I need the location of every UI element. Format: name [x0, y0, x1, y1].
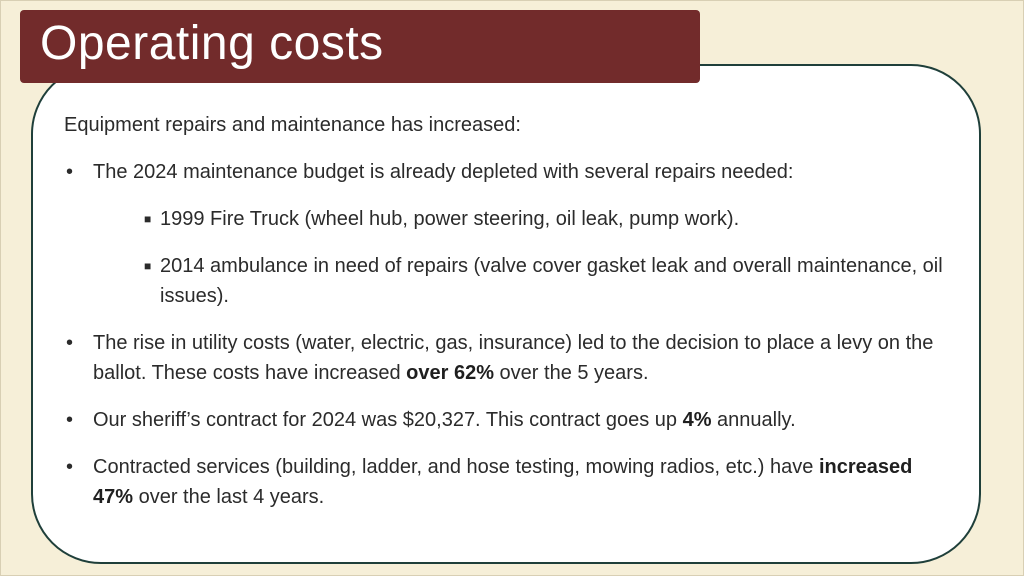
bullet-contracted-services	[64, 452, 954, 512]
bullet-sheriff-contract	[64, 405, 954, 435]
bullet-utility-costs	[64, 328, 954, 388]
bullet-text-before: The rise in utility costs (water, electric, gas, insurance) led to the decision to place a levy on the ballot. These costs have increased	[93, 332, 934, 384]
bullet-text-before: Our sheriff’s contract for 2024 was $20,327. This contract goes up	[93, 409, 683, 431]
square-bullet-icon: ■	[144, 259, 152, 273]
bullet-dot-icon: •	[66, 332, 74, 354]
slide-body	[64, 110, 954, 529]
title-bar	[20, 10, 700, 83]
bullet-text: The 2024 maintenance budget is already depleted with several repairs needed:	[93, 161, 794, 183]
bullet-dot-icon: •	[66, 409, 74, 431]
bullet-maintenance-budget	[64, 157, 954, 187]
bullet-emphasis: over 62%	[406, 362, 494, 384]
bullet-dot-icon: •	[66, 161, 74, 183]
sub-bullet-text: 2014 ambulance in need of repairs (valve cover gasket leak and overall maintenance, oil issues).	[160, 255, 943, 307]
bullet-text-after: over the 5 years.	[494, 362, 649, 384]
bullet-text-after: annually.	[711, 409, 796, 431]
bullet-emphasis: 4%	[682, 409, 712, 431]
bullet-text-before: Contracted services (building, ladder, and hose testing, mowing radios, etc.) have	[93, 456, 819, 478]
square-bullet-icon: ■	[144, 212, 152, 226]
bullet-dot-icon: •	[66, 456, 74, 478]
intro-text: Equipment repairs and maintenance has increased:	[64, 114, 521, 136]
sub-bullet-text: 1999 Fire Truck (wheel hub, power steering, oil leak, pump work).	[160, 208, 740, 230]
bullet-text-after: over the last 4 years.	[133, 486, 325, 508]
slide-title: Operating costs	[40, 17, 384, 70]
bullet-emphasis: increased 47%	[93, 456, 913, 508]
sub-bullet-fire-truck	[64, 204, 954, 234]
sub-bullet-ambulance	[64, 251, 954, 311]
